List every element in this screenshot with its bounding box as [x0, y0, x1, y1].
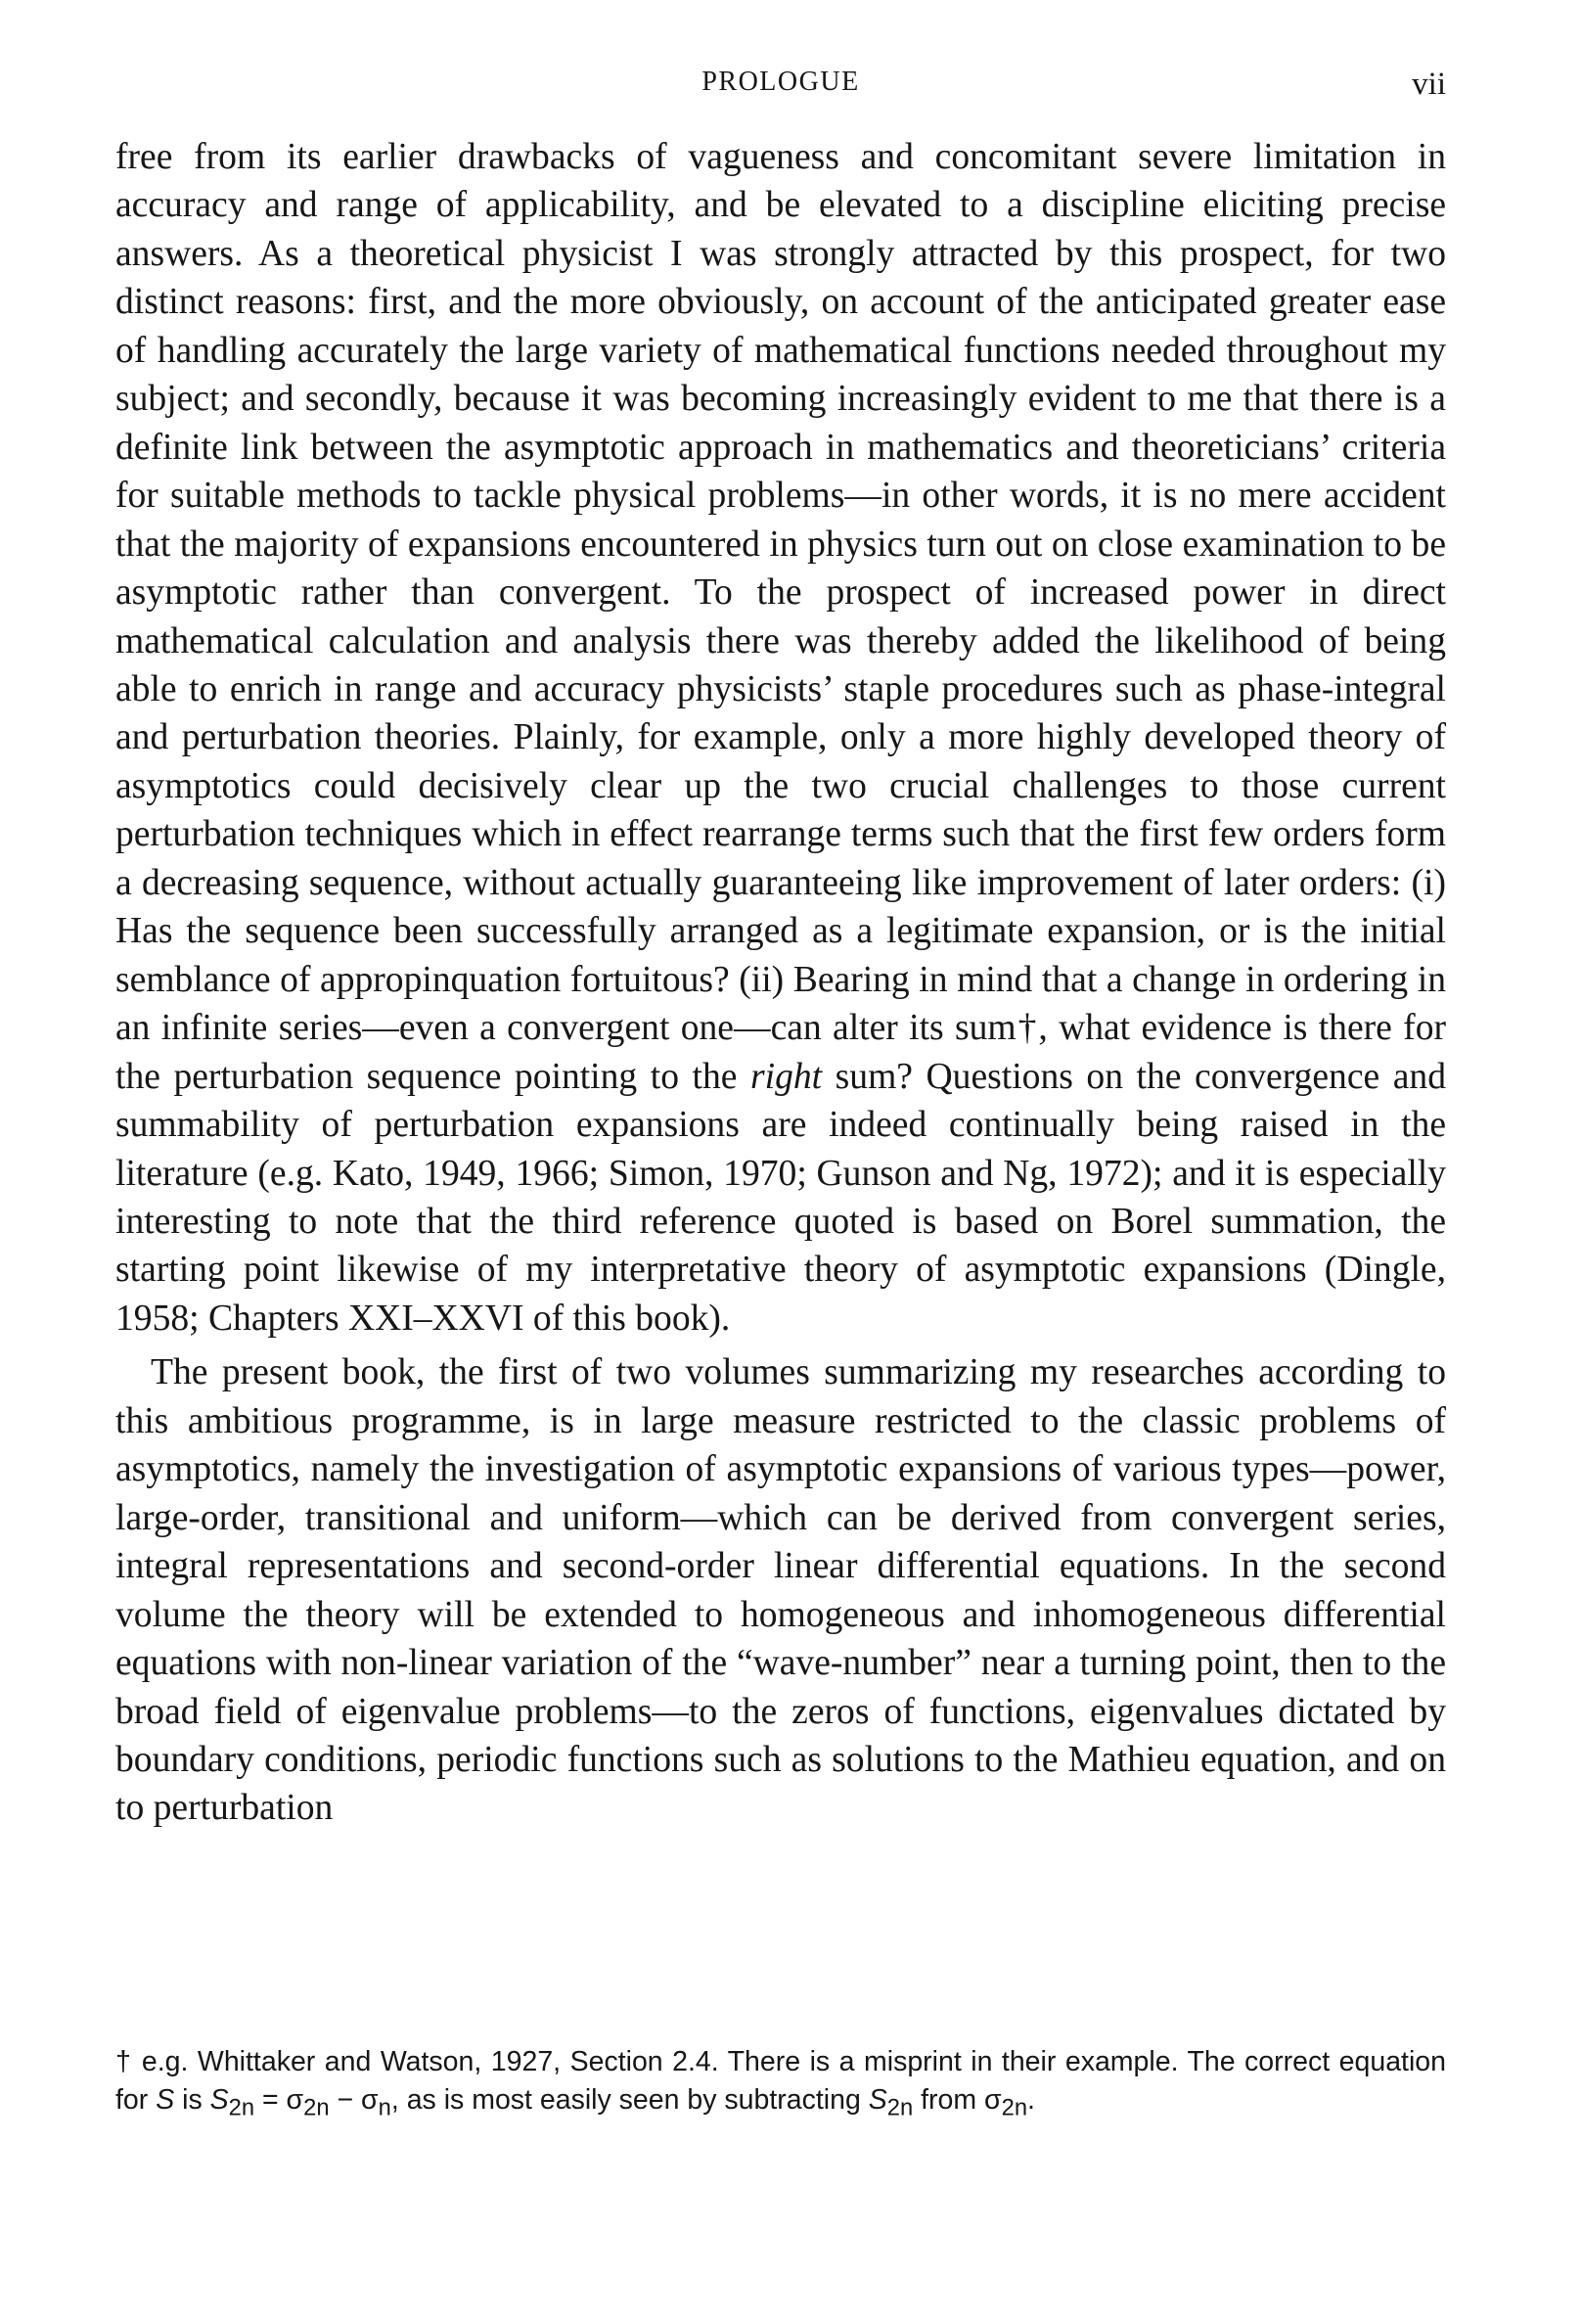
paragraph: The present book, the first of two volumes summarizing my researches according to this ambitious programme, is in large measure restricted to the classic problems of asymptotics, namely the investigation of asymptotic expansions of various types—power, large-order, transitional and uniform—which can be derived from convergent series, integral representations and second-order linear differential equations. In the second volume the theory will be extended to homogeneous and inhomogeneous differential equations with non-linear variation of the “wave-number” near a turning point, then to the broad field of eigenvalue problems—to the zeros of functions, eigenvalues dictated by boundary conditions, periodic functions such as solutions to the Mathieu equation, and on to perturbation: [115, 1352, 1446, 1829]
math-symbol: S: [868, 2084, 887, 2116]
math-subscript: n: [378, 2094, 391, 2121]
math-subscript: 2n: [303, 2094, 330, 2121]
footnote: [115, 2043, 1446, 2127]
emphasis-text: right: [750, 1056, 823, 1097]
footnotes: [115, 2043, 1446, 2127]
math-text: − σ: [329, 2084, 379, 2116]
math-text: = σ: [254, 2084, 304, 2116]
math-subscript: 2n: [1001, 2094, 1028, 2121]
math-text: from σ: [913, 2084, 1002, 2116]
paragraph-text: free from its earlier drawbacks of vagueness and concomitant severe limitation in accuracy and range of applicability, and be elevated to a discipline eliciting precise answers. As a theoretical physicist I was strongly attracted by this prospect, for two distinct reasons: first, and the more obviously, on account of the anticipated greater ease of handling accurately the large variety of mathematical functions needed throughout my subject; and secondly, because it was becoming increasingly evident to me that there is a definite link between the asymptotic approach in mathematics and theoreticians’ criteria for suitable methods to tackle physical problems—in other words, it is no mere accident that the majority of expansions encountered in physics turn out on close examination to be asymptotic rather than convergent. To the prospect of increased power in direct mathematical calculation and analysis there was thereby added the likelihood of being able to enrich in range and accuracy physicists’ staple procedures such as phase-integral and perturbation theories. Plainly, for example, only a more highly developed theory of asymptotics could decisively clear up the two crucial challenges to those current perturbation techniques which in effect rearrange terms such that the first few orders form a decreasing sequence, without actually guaranteeing like improvement of later orders: (i) Has the sequence been successfully arranged as a legitimate expansion, or is the initial semblance of appropinquation fortuitous? (ii) Bearing in mind that a change in ordering in an infinite series—even a convergent one—can alter its sum†, what evidence is there for the perturbation sequence pointing to the: [115, 137, 1446, 1097]
footnote-text: is: [174, 2084, 210, 2116]
math-symbol: S: [209, 2084, 229, 2116]
paragraph: [115, 133, 1446, 1343]
math-symbol: S: [156, 2084, 175, 2116]
footnote-text: , as is most easily seen by subtracting: [390, 2084, 869, 2116]
math-subscript: 2n: [886, 2094, 914, 2121]
body-text: [115, 133, 1446, 1833]
running-title: PROLOGUE: [701, 67, 860, 97]
footnote-text: † e.g. Whittaker and Watson, 1927, Section 2.4. There is a misprint in their example. The correct equation for: [115, 2046, 1446, 2116]
footnote-text: .: [1027, 2084, 1035, 2116]
page-header: [115, 67, 1446, 115]
paragraph-text: sum? Questions on the convergence and summability of perturbation expansions are indeed continually being raised in the literature (e.g. Kato, 1949, 1966; Simon, 1970; Gunson and Ng, 1972); and it is especially interesting to note that the third reference quoted is based on Borel summation, the starting point likewise of my interpretative theory of asymptotic expansions (Dingle, 1958; Chapters XXI–XXVI of this book).: [115, 1056, 1446, 1339]
math-subscript: 2n: [228, 2094, 255, 2121]
page-number: vii: [1412, 67, 1446, 102]
